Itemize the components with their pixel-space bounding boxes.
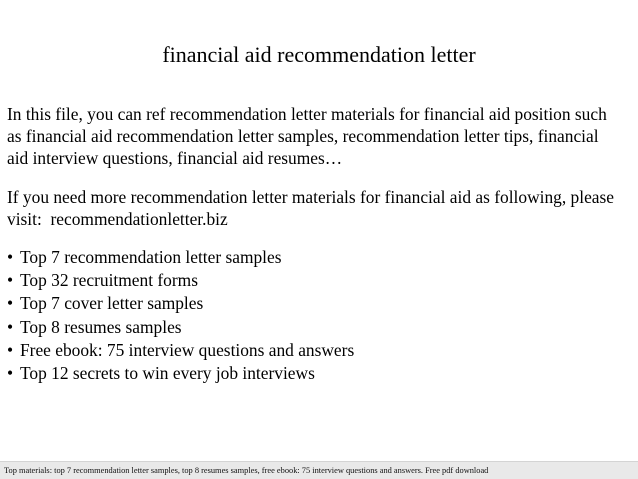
bullet-icon: • — [7, 270, 14, 291]
bullet-icon: • — [7, 316, 14, 337]
page-title: financial aid recommendation letter — [162, 42, 476, 67]
more-materials-line: If you need more recommendation letter materials for financial aid as following, please — [7, 187, 614, 207]
list-item-label: Top 7 recommendation letter samples — [20, 247, 282, 267]
list-item — [7, 292, 635, 315]
intro-line: In this file, you can ref recommendation letter materials for financial aid position such — [7, 104, 607, 124]
list-item-label: Top 7 cover letter samples — [20, 293, 204, 314]
list-item — [7, 246, 635, 269]
more-materials-paragraph — [7, 186, 635, 230]
bullet-icon: • — [7, 247, 14, 267]
visit-label: visit: — [7, 209, 51, 229]
intro-paragraph — [7, 103, 635, 169]
bullet-icon: • — [7, 293, 14, 314]
materials-list — [7, 246, 635, 385]
list-item-label: Top 8 resumes samples — [20, 316, 182, 337]
bullet-icon: • — [7, 339, 14, 360]
intro-line: as financial aid recommendation letter samples, recommendation letter tips, financial — [7, 126, 599, 146]
footer-text: Top materials: top 7 recommendation letter samples, top 8 resumes samples, free ebook: 75 interview questions and answers. Free pdf download — [4, 466, 489, 475]
list-item — [7, 339, 635, 362]
intro-line: aid interview questions, financial aid resumes… — [7, 148, 343, 168]
footer-bar — [0, 461, 638, 479]
list-item-label: Top 12 secrets to win every job interviews — [20, 363, 315, 384]
list-item — [7, 362, 635, 385]
list-item — [7, 316, 635, 339]
website-link[interactable]: recommendationletter.biz — [50, 209, 228, 229]
list-item-label: Top 32 recruitment forms — [20, 270, 198, 291]
list-item — [7, 269, 635, 292]
bullet-icon: • — [7, 363, 14, 384]
visit-line — [7, 208, 635, 230]
list-item-label: Free ebook: 75 interview questions and answers — [20, 339, 355, 360]
